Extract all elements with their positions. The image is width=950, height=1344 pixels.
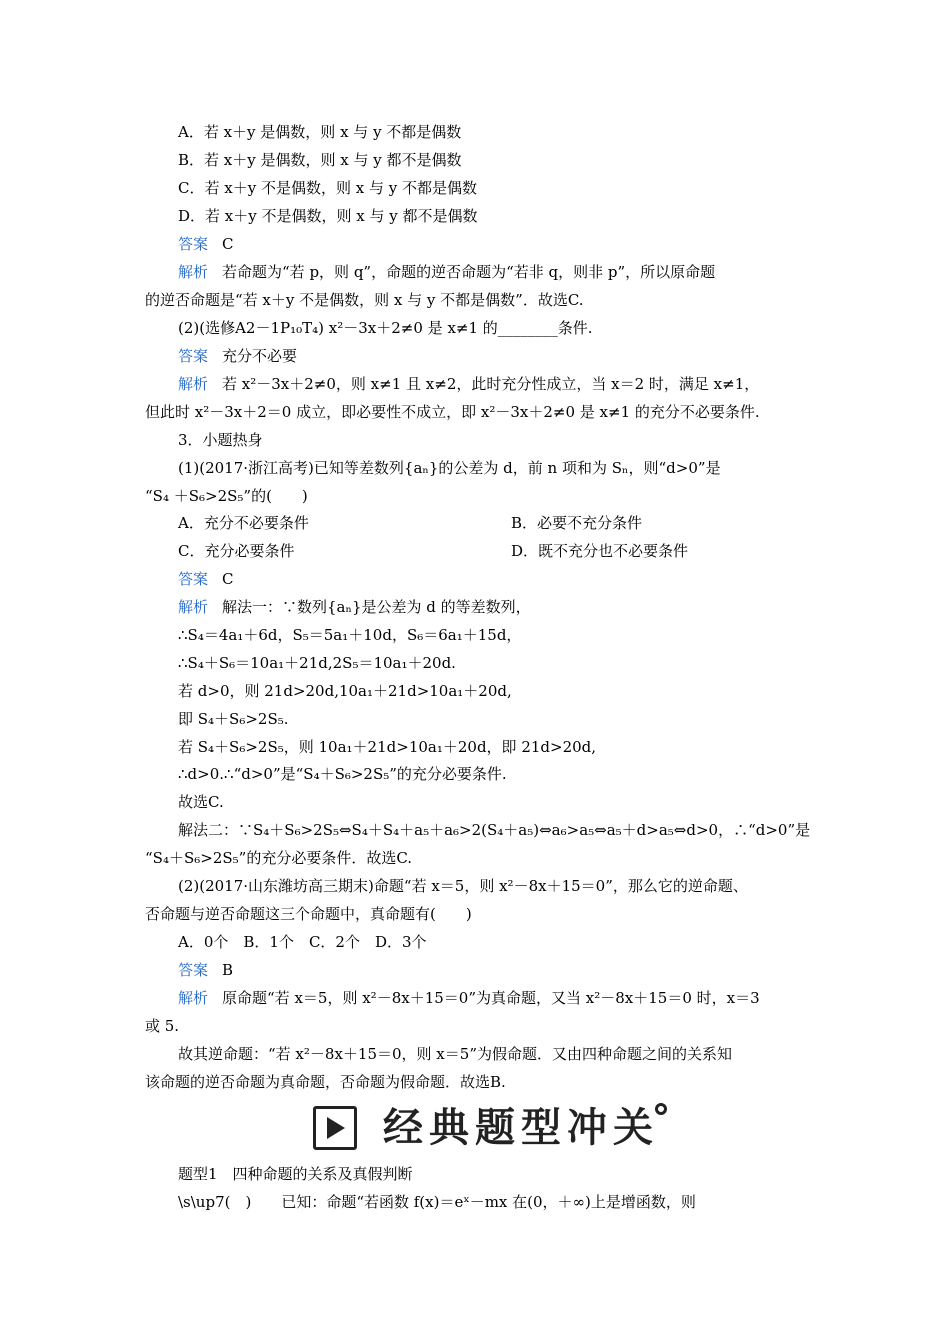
text-line [178, 1192, 696, 1212]
line-text: C [222, 235, 234, 253]
line-text: “S₄＋S₆>2S₅”的充分必要条件．故选C. [145, 849, 413, 867]
line-text: 解法一：∵数列{aₙ}是公差为 d 的等差数列， [222, 598, 531, 616]
text-line [178, 346, 297, 366]
text-line [178, 178, 477, 198]
text-line [145, 486, 308, 506]
text-line [178, 820, 810, 840]
line-text: B．必要不充分条件 [511, 514, 643, 532]
text-line [178, 737, 596, 757]
play-icon [313, 1106, 357, 1150]
text-line [511, 513, 642, 533]
text-line [178, 206, 478, 226]
line-text: ∴d>0.∴“d>0”是“S₄＋S₆>2S₅”的充分必要条件. [178, 765, 507, 783]
line-text: 充分不必要 [222, 347, 298, 365]
text-line [178, 234, 234, 254]
text-line [178, 122, 461, 142]
label-tag: 解析 [178, 989, 209, 1007]
line-text: 若 S₄＋S₆>2S₅，则 10a₁＋21d>10a₁＋20d，即 21d>20d, [178, 738, 597, 756]
text-line [178, 1044, 732, 1064]
line-text: “S₄ ＋S₆>2S₅”的( ) [145, 487, 308, 505]
line-text: 3．小题热身 [178, 431, 263, 449]
text-line [178, 988, 760, 1008]
banner-title: 经典题型冲关 [383, 1105, 659, 1151]
line-text: D．若 x＋y 不是偶数，则 x 与 y 都不是偶数 [178, 207, 478, 225]
text-line [178, 569, 234, 589]
line-text: 即 S₄＋S₆>2S₅. [178, 710, 289, 728]
line-text: 故选C. [178, 793, 224, 811]
line-text: B [222, 961, 234, 979]
label-tag: 答案 [178, 961, 209, 979]
line-text: 解法二：∵S₄＋S₆>2S₅⇔S₄＋S₄＋a₅＋a₆>2(S₄＋a₅)⇔a₆>a₅⇔a₅＋d>a₅⇔d>0，∴“d>0”是 [178, 821, 811, 839]
text-line [178, 262, 715, 282]
text-line [178, 541, 294, 561]
text-line [178, 458, 721, 478]
line-text: C．若 x＋y 不是偶数，则 x 与 y 不都是偶数 [178, 179, 477, 197]
line-text: \s\up7( ) 已知：命题“若函数 f(x)＝eˣ－mx 在(0，＋∞)上是增函数，则 [178, 1193, 696, 1211]
text-line [178, 513, 309, 533]
line-text: ∴S₄＋S₆＝10a₁＋21d,2S₅＝10a₁＋20d. [178, 654, 456, 672]
line-text: 原命题“若 x＝5，则 x²－8x＋15＝0”为真命题，又当 x²－8x＋15＝0 时，x＝3 [222, 989, 760, 1007]
line-text: 故其逆命题：“若 x²－8x＋15＝0，则 x＝5”为假命题．又由四种命题之间的关系知 [178, 1045, 732, 1063]
text-line [178, 150, 462, 170]
text-line [145, 402, 760, 422]
text-line [178, 653, 456, 673]
text-line [178, 681, 512, 701]
label-tag: 答案 [178, 347, 209, 365]
text-line [178, 792, 224, 812]
line-text: A．若 x＋y 是偶数，则 x 与 y 不都是偶数 [178, 123, 462, 141]
line-text: (1)(2017·浙江高考)已知等差数列{aₙ}的公差为 d，前 n 项和为 Sₙ，则“d>0”是 [178, 459, 721, 477]
line-text: 或 5. [145, 1017, 180, 1035]
text-line [178, 876, 748, 896]
line-text: 但此时 x²－3x＋2＝0 成立，即必要性不成立，即 x²－3x＋2≠0 是 x≠1 的充分不必要条件. [145, 403, 760, 421]
label-tag: 答案 [178, 235, 209, 253]
text-line [145, 904, 472, 924]
line-text: 若 d>0，则 21d>20d,10a₁＋21d>10a₁＋20d, [178, 682, 512, 700]
line-text: 否命题与逆否命题这三个命题中，真命题有( ) [145, 905, 472, 923]
label-tag: 解析 [178, 598, 209, 616]
text-line [178, 1164, 413, 1184]
text-line [178, 709, 289, 729]
text-line [178, 932, 427, 952]
text-line [178, 625, 521, 645]
text-line [178, 764, 507, 784]
line-text: 若 x²－3x＋2≠0，则 x≠1 且 x≠2，此时充分性成立，当 x＝2 时，满足 x≠1， [222, 375, 760, 393]
line-text: D．既不充分也不必要条件 [511, 542, 689, 560]
line-text: B．若 x＋y 是偶数，则 x 与 y 都不是偶数 [178, 151, 462, 169]
line-text: (2)(2017·山东潍坊高三期末)命题“若 x＝5，则 x²－8x＋15＝0”，那么它的逆命题、 [178, 877, 748, 895]
section-banner [313, 1103, 667, 1153]
line-text: C [222, 570, 234, 588]
line-text: A．0个 B．1个 C．2个 D．3个 [178, 933, 427, 951]
text-line [145, 1016, 179, 1036]
text-line [178, 430, 263, 450]
line-text: 该命题的逆否命题为真命题，否命题为假命题．故选B. [145, 1073, 506, 1091]
line-text: (2)(选修A2－1P₁₀T₄) x²－3x＋2≠0 是 x≠1 的________条件. [178, 319, 593, 337]
text-line [178, 597, 531, 617]
label-tag: 解析 [178, 375, 209, 393]
line-text: ∴S₄＝4a₁＋6d，S₅＝5a₁＋10d，S₆＝6a₁＋15d， [178, 626, 522, 644]
banner-ornament [655, 1103, 667, 1115]
label-tag: 答案 [178, 570, 209, 588]
text-line [178, 318, 593, 338]
line-text: A．充分不必要条件 [178, 514, 309, 532]
text-line [145, 290, 584, 310]
line-text: 题型1 四种命题的关系及真假判断 [178, 1165, 413, 1183]
line-text: 的逆否命题是“若 x＋y 不是偶数，则 x 与 y 不都是偶数”．故选C. [145, 291, 584, 309]
text-line [178, 374, 759, 394]
text-line [511, 541, 688, 561]
text-line [145, 848, 412, 868]
label-tag: 解析 [178, 263, 209, 281]
line-text: 若命题为“若 p，则 q”，命题的逆否命题为“若非 q，则非 p”，所以原命题 [222, 263, 716, 281]
line-text: C．充分必要条件 [178, 542, 295, 560]
text-line [145, 1072, 506, 1092]
text-line [178, 960, 233, 980]
